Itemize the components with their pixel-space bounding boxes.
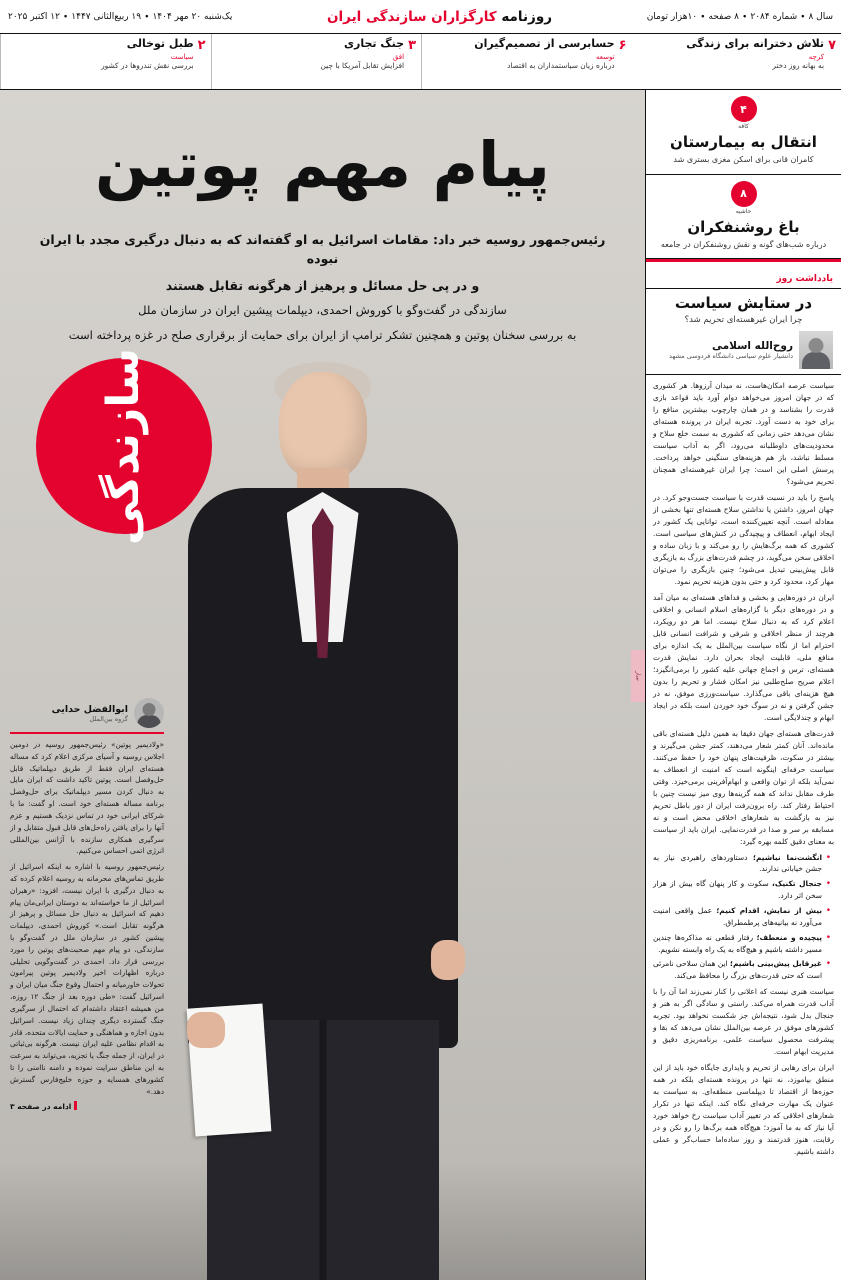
masthead-issue-info: سال ۸ ∙ شماره ۲۰۸۴ ∙ ۸ صفحه ∙ ۱۰هزار تومان bbox=[646, 11, 833, 22]
list-item: • غیرقابل پیش‌بینی باشیم؛ این همان سلاحی نامرئی است که حتی قدرت‌های بزرگ را محافظ می‌کند. bbox=[653, 958, 822, 982]
avatar bbox=[799, 331, 833, 369]
teaser-title: تلاش دخترانه برای زندگی bbox=[686, 37, 825, 50]
note-of-the-day-label: یادداشت روز bbox=[776, 274, 833, 285]
sazandegi-logo-text: سازندگی bbox=[98, 347, 150, 545]
teaser-page-number: ۶ bbox=[618, 38, 627, 53]
opinion-title: در ستایش سیاست bbox=[674, 294, 813, 313]
figure-head bbox=[279, 372, 367, 480]
brief-title: انتقال به بیمارستان bbox=[670, 133, 817, 151]
author-description: گروه بین‌الملل bbox=[89, 714, 128, 723]
analysis-paragraph: رئیس‌جمهور روسیه با اشاره به اینکه اسرائیل از طریق تماس‌های محرمانه به روسیه اعلام کرده که به دنبال درگیری با ایران نیست، افزود: «رهبران اسرائیل از ما خواسته‌اند به دوستان ایرانی‌مان پیام دهیم که اسرائیل به دنبال حل مسائل و پرهیز از هرگونه تقابل است.» کوروش احمدی، دیپلمات پیشین کشور در سازمان ملل در گفت‌وگو با سازندگی، دو پیام مهم صحبت‌های پوتین را مورد بررسی قرار داد. احمدی در گفت‌وگویی تحلیلی درباره اظهارات اخیر ولادیمیر پوتین پیرامون تحولات خاورمیانه و احتمال وقوع جنگ میان ایران و اسرائیل گفت: «طی دوره بعد از جنگ ۱۲ روزه، من همیشه اعتقاد داشته‌ام که احتمال از سرگیری جنگ گسترده دیگری چندان زیاد نیست. اسرائیل بدون اجازه و هماهنگی و حمایت ایالات متحده، قادر به اقدام نظامی علیه ایران نیست. هرگونه بی‌ثباتی در ایران، از جمله جنگ یا تجزیه، می‌تواند به سرعت به این مناطق سرایت نموده و دامنه ناامنی را تا کشورهای همسایه و حوزه خلیج‌فارس گسترش دهد.» bbox=[10, 862, 164, 1096]
page-badge: ۸ bbox=[731, 181, 757, 207]
lead-deck-line: سازندگی در گفت‌وگو با کوروش احمدی، دیپلمات پیشین ایران در سازمان ملل bbox=[138, 303, 507, 318]
teaser-subtitle: بررسی نقش تندروها در کشور bbox=[101, 60, 194, 70]
teaser-item[interactable] bbox=[211, 34, 422, 89]
masthead bbox=[0, 0, 841, 34]
opinion-paragraph: سیاست هنری نیست که اعلانی را کنار نمی‌زند اما آن را با آداب قدرت همراه می‌کند. راستی و سادگی اگر به هنر و جنجال بدل شود، نتیجه‌اش جز شکست نخواهد بود. تجربه کشورهای موفق در عرصه بین‌الملل نشان می‌دهد که بقا و پیشرفت محصول سیاست علمی، برنامه‌ریزی دقیق و مدیریت ابهام است. bbox=[653, 987, 834, 1056]
lead-deck-line: به بررسی سخنان پوتین و همچنین تشکر ترامپ از ایران برای حمایت از برقراری صلح در غزه پرداخته است bbox=[68, 327, 577, 342]
figure-right-hand bbox=[431, 940, 465, 980]
page-title: پیام مهم پوتین bbox=[95, 128, 550, 201]
note-of-the-day-header bbox=[646, 259, 841, 289]
masthead-title-brand: کارگزاران سازندگی ایران bbox=[327, 8, 497, 25]
teaser-bar bbox=[0, 34, 841, 90]
opinion-bullet-list bbox=[653, 852, 834, 982]
opinion-header bbox=[646, 289, 841, 327]
analysis-author bbox=[10, 698, 164, 734]
teaser-page-number: ۳ bbox=[408, 38, 416, 53]
opinion-paragraph: ایران در دوره‌هایی و بخشی و فداهای هسته‌ای به میان آمد و در دوره‌های دیگر با گزاره‌های اسلام انسانی و اخلاقی اعلام کرد که به دنبال سلاح نیست. اما هر دو رویکرد، هرچند از منظر اخلاقی و شرفی و شرافت انسانی قابل احترام اما از نگاه سیاست بین‌الملل به یک اندازه برای منافع ملی، قابلیت ایجاد بحران دارد. نمایش قدرت هسته‌ای، ترس و اجماع جهانی علیه کشور را برمی‌انگیزد؛ اعلام صریح صلح‌طلبی نیز امکان فشار و تحریم را بدون هیچ هزینه‌ای باقی می‌گذارد. سیاست‌ورزی موفق، نه در جشن گرفتن و نه در سوگ خود خوردن است بلکه در ایجاد ابهام و چندلایگی است. bbox=[653, 592, 834, 722]
masthead-title-prefix: روزنامه bbox=[501, 8, 552, 25]
list-item: • جنجال تکنیک، سکوت و کار پنهان گاه بیش از هزار سخن اثر دارد. bbox=[653, 878, 822, 902]
continue-marker-icon bbox=[74, 1101, 77, 1110]
page-badge: ۴ bbox=[731, 96, 757, 122]
author-name: روح‌الله اسلامی bbox=[711, 339, 793, 352]
sidebar-brief[interactable] bbox=[646, 90, 841, 175]
teaser-title: طبل توخالی bbox=[126, 37, 194, 50]
list-item: • انگشت‌نما نباشیم؛ دستاوردهای راهبردی نیاز به جشن خیابانی ندارند. bbox=[653, 852, 822, 876]
lead-deck-line: رئیس‌جمهور روسیه خبر داد: مقامات اسرائیل به او گفته‌اند که به دنبال درگیری مجدد با ایران نبوده bbox=[39, 232, 606, 267]
author-name: ابوالفضل حدایی bbox=[51, 703, 128, 715]
brief-title: باغ روشنفکران bbox=[687, 217, 800, 236]
opinion-paragraph: ایران برای رهایی از تحریم و پایداری جایگاه خود باید از این منطق بیاموزد، نه تنها در پرونده هسته‌ای بلکه در همه حوزه‌ها از اقتصاد تا دیپلماسی منطقه‌ای. به سیاست به عنوان یک مهارت حرفه‌ای نگاه کند. اینکه تنها در تکرار شعارهای اخلاقی که در تغییر آداب سیاست رخ خواهد خورد آیا نیاز که به ما آموزد؛ هیچ‌گاه همه برگ‌ها را رو نکن و در رقابت، هنوز قدرتمند و روز ساده‌اما حساب‌گر و عملی داشته باشیم. bbox=[653, 1062, 834, 1156]
figure-left-hand bbox=[187, 1012, 225, 1048]
opinion-paragraph: سیاست عرصه امکان‌هاست، نه میدان آرزوها. هر کشوری که در جهان امروز می‌خواهد دوام آورد باید قواعد بازی قدرت را بشناسد و در همان چارچوب بیشترین منافع را برای خود به دست آورد. تجربه ایران در پرونده هسته‌ای نشان می‌دهد حتی زمانی که کشوری به ‌سمت خلع سلاح و محدودیت‌های داوطلبانه می‌رود، اگر به آداب سیاست مسلط نباشد، باز هم هزینه‌های سنگینی خواهد پرداخت. پرسش اصلی این است: چرا ایران غیرهسته‌ای همچنان تحریم می‌شود؟ bbox=[653, 381, 834, 487]
teaser-kicker: توسعه bbox=[596, 52, 615, 61]
lead-deck bbox=[24, 230, 621, 352]
teaser-kicker: سیاست bbox=[170, 52, 194, 61]
masthead-date: یک‌شنبه ۲۰ مهر ۱۴۰۴ ∙ ۱۹ ربیع‌الثانی ۱۴۴۷ ∙ ۱۲ اکتبر ۲۰۲۵ bbox=[8, 11, 233, 22]
page-body bbox=[0, 90, 841, 1280]
page-badge-label: حاشیه bbox=[735, 207, 752, 215]
lead-photo-putin bbox=[173, 350, 473, 1280]
masthead-title bbox=[232, 9, 646, 25]
opinion-author bbox=[646, 327, 841, 375]
teaser-item[interactable] bbox=[632, 34, 841, 89]
teaser-title: جنگ تجاری bbox=[343, 37, 405, 50]
teaser-subtitle: افزایش تقابل آمریکا با چین bbox=[320, 60, 405, 70]
list-item: • پیچیده و منعطف؛ رفتار قطعی نه مذاکره‌ها چندین مسیر داشته باشیم و هیچ‌گاه به یک راه وابسته نشویم. bbox=[653, 932, 822, 956]
teaser-page-number: ۲ bbox=[197, 38, 206, 53]
brief-subtitle: درباره شب‌های گونه و نقش روشنفکران در جامعه bbox=[660, 239, 827, 249]
teaser-item[interactable] bbox=[421, 34, 632, 89]
teaser-subtitle: به بهانه روز دختر bbox=[772, 60, 825, 70]
teaser-item[interactable] bbox=[0, 34, 211, 89]
analysis-column bbox=[8, 698, 166, 1280]
analysis-paragraph: «ولادیمیر پوتین» رئیس‌جمهور روسیه در دومین اجلاس روسیه و آسیای مرکزی اعلام کرد که مساله هسته‌ای ایران فقط از طریق دیپلماتیک قابل حل‌وفصل است. پوتین تاکید داشت که ایران مایل به دنبال کردن مسیر دیپلماتیک برای حل‌وفصل برنامه مساله هسته‌ای خود است. او گفت: ما با شرکای ایرانی خود در تماس نزدیک هستیم و عزم آنها را برای یافتن راه‌حل‌های قابل قبول متقابل و از سرگیری همکاری سازنده با آژانس بین‌المللی انرژی اتمی احساس می‌کنیم. bbox=[10, 740, 164, 856]
opinion-dek: چرا ایران غیرهسته‌ای تحریم شد؟ bbox=[684, 315, 803, 326]
brief-subtitle: کامران قانی برای اسکن مغزی بستری شد bbox=[673, 155, 814, 164]
sidebar-column bbox=[645, 90, 841, 1280]
teaser-kicker: افق bbox=[392, 52, 405, 61]
lead-story bbox=[0, 90, 645, 1280]
teaser-subtitle: درباره زیان سیاستمداران به اقتصاد bbox=[507, 60, 615, 70]
author-description: دانشیار علوم سیاسی دانشگاه فردوسی مشهد bbox=[669, 351, 793, 360]
edge-strip-artifact: سار bbox=[631, 650, 645, 702]
analysis-body bbox=[10, 739, 164, 1097]
lead-deck-line: و در پی حل مسائل و پرهیز از هرگونه تقابل هستند bbox=[165, 277, 480, 293]
list-item: • بیش از نمایش، اقدام کنیم؛ عمل واقعی امنیت می‌آورد نه بیانیه‌های پرطمطراق. bbox=[653, 905, 822, 929]
continue-link[interactable] bbox=[10, 1101, 164, 1111]
sidebar-brief[interactable] bbox=[646, 175, 841, 260]
teaser-title: حسابرسی از تصمیم‌گیران bbox=[474, 37, 615, 50]
opinion-paragraph: قدرت‌های هسته‌ای جهان دقیقا به همین دلیل هسته‌ای باقی مانده‌اند. آنان کمتر شعار می‌دهند، کمتر جشن می‌گیرند و بیشتر در سکوت، ظرفیت‌های پنهان خود را حفظ می‌کنند. سیاست حرفه‌ای اینگونه است که امنیت از انعطاف به‌ نمی‌آید بلکه از توان واقعی و ابهام‌آفرینی برمی‌خیزد. وقتی طرف مقابل نداند که همه گزینه‌ها روی میز نیست چنین با احتیاط رفتار کند. راه برون‌رفت ایران از دور باطل تحریم نیز به بازگشت به شعارهای اخلاقی محض است و نه مسابقه بر سر و صدا در قدرت‌نمایی. ایران باید از سیاست به معنای دقیق کلمه بهره گیرد: bbox=[653, 728, 834, 846]
continue-label: ادامه در صفحه ۳ bbox=[10, 1102, 72, 1112]
teaser-page-number: ۷ bbox=[828, 38, 836, 53]
avatar bbox=[134, 698, 164, 728]
page-badge-label: کافه bbox=[738, 123, 749, 130]
opinion-body bbox=[646, 375, 841, 1280]
opinion-paragraph: پاسخ را باید در نسبت قدرت با سیاست جست‌وجو کرد. در جهان امروز، داشتن یا نداشتن سلاح هسته‌ای تنها بخشی از معادله است. آنچه تعیین‌کننده است، توانایی یک کشور در ایجاد ابهام، انعطاف و پیچیدگی در کنش‌های سیاسی است. کشوری که همه برگ‌هایش را رو می‌کند و با زبان ساده و اخلاقی سخن می‌گوید، در چشم قدرت‌های بزرگ به بازیگری قابل پیش‌بینی تبدیل می‌شود؛ چنین بازیگری را می‌توان مهار کرد، محدود کرد و حتی بدون هزینه تحریم نمود. bbox=[653, 493, 834, 586]
main-column bbox=[0, 90, 645, 1280]
teaser-kicker: کرچه bbox=[808, 52, 825, 61]
